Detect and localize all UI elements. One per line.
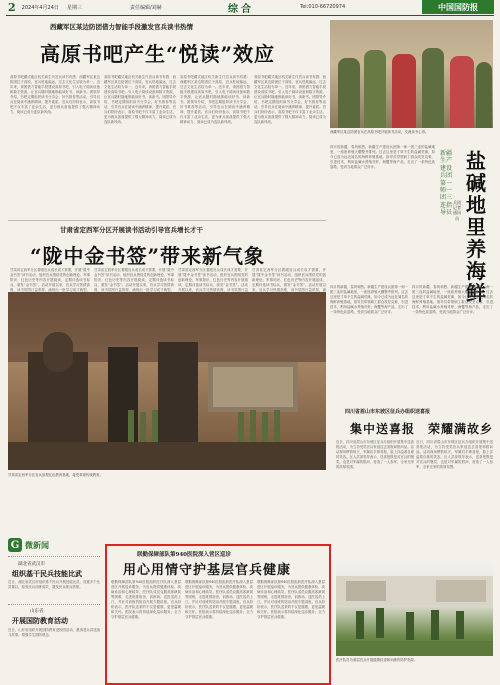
brief-divider [8,604,100,605]
story2-caption: 甘肃省定西军分区官兵参观红色教育基地，接受革命传统教育。 [8,473,103,477]
issue-weekday: 星期三 [66,4,82,11]
contact-tel: Tel:010-66720974 [300,4,346,10]
story1-photo [330,20,493,128]
story3-body-col1: 四月的新疆，春风和煦。新疆生产建设兵团第一师一团三连的盐碱地里，一座座养殖大棚整齐排列。过去这里是寸草不生的盐碱荒滩，如今已成为远近闻名的海鲜养殖基地。指导员带领职工群众攻坚克难，引进技术，利用盐碱水养殖对虾、海蟹等海产品，走出了一条特色致富路，受到当地群众广泛好评。 [330,145,435,169]
story1-body-col4: 高原书吧藏式地区机关新生代官兵读书有感：西藏军区某边防团位于高原，官兵驻地偏远，过去文化生活较为单一。近年来，该团借力智能手段建设高原书吧，引入电子阅读设备和数字资源，让官兵随时随地都能读好书、读新书。团领导介绍，书吧定期组织读书分享会、好书推荐等活动，引导官兵在阅读中涵养精神、提升素质。官兵们纷纷表示，高原书吧不仅丰富了业余生活，更为练兵备战提供了强大精神动力，阅读已成为连队新风尚。 [254,75,326,124]
story5-body-col3: 联勤保障部队第940医院组织医疗队深入基层营区开展巡诊服务，为官兵提供健康体检、疾病诊治和心理疏导。医疗队成员克服高寒缺氧等困难，走进班排宿舍、训练场，送医送药上门，并针对训练伤防治开展专题讲座。官兵纷纷表示，医疗队送来的不仅是健康，更是温暖和关怀。医院表示将持续深化巡诊服务，全力守护基层官兵健康。 [257,580,325,619]
brief2-kicker: 山东省 [30,609,44,614]
header-rule [6,15,494,16]
story2-body-col2: 甘肃省定西军分区着眼官兵成长成才需要，开展“陇中金书签”读书活动，组织官兵围绕党的创新理论、军事知识、红色历史等内容开展阅读，定期评选读书标兵，颁发“金书签”。活动开展以来，官兵学习热情高涨，读书氛围日益浓厚，涌现出一批学习成才典型。 [94,268,174,292]
story3-body-col3: 四月的新疆，春风和煦。新疆生产建设兵团第一师一团三连的盐碱地里，一座座养殖大棚整齐排列。过去这里是寸草不生的盐碱荒滩，如今已成为远近闻名的海鲜养殖基地。指导员带领职工群众攻坚克难，引进技术，利用盐碱水养殖对虾、海蟹等海产品，走出了一条特色致富路，受到当地群众广泛好评。 [412,285,493,314]
story4-headline: 集中送喜报 荣耀满故乡 [350,422,494,436]
weiguancha-logo-mark: G [8,538,22,552]
story3-headline: 盐碱地里养海鲜 [466,149,486,305]
story1-caption: 西藏军区某边防团官兵在高原书吧开展读书活动，交流读书心得。 [330,130,429,134]
story1-headline: 高原书吧产生“悦读”效应 [40,42,276,66]
story4-body-col2: 近日，四川省眉山市东坡区征兵办组织开展集中送喜报活动，为立功受奖官兵家庭送去喜报和慰问品。活动现场锣鼓喧天，军属们手捧喜报，脸上洋溢着自豪的笑容。区人武部领导表示，送喜报既是对官兵的褒奖，也是对军属的慰问，营造了一人参军、全家光荣的浓厚氛围。 [416,440,493,469]
highlighted-article[interactable] [105,544,331,685]
story2-kicker: 甘肃省定西军分区开展读书活动引导官兵增长才干 [60,226,203,234]
story3-body-col2: 四月的新疆，春风和煦。新疆生产建设兵团第一师一团三连的盐碱地里，一座座养殖大棚整齐排列。过去这里是寸草不生的盐碱荒滩，如今已成为远近闻名的海鲜养殖基地。指导员带领职工群众攻坚克难，引进技术，利用盐碱水养殖对虾、海蟹等海产品，走出了一条特色致富路，受到当地群众广泛好评。 [330,285,408,314]
weiguancha-divider [8,556,100,557]
story2-body-col1: 甘肃省定西军分区着眼官兵成长成才需要，开展“陇中金书签”读书活动，组织官兵围绕党的创新理论、军事知识、红色历史等内容开展阅读，定期评选读书标兵，颁发“金书签”。活动开展以来，官兵学习热情高涨，读书氛围日益浓厚，涌现出一批学习成才典型。 [10,268,90,292]
story2-body-col4: 甘肃省定西军分区着眼官兵成长成才需要，开展“陇中金书签”读书活动，组织官兵围绕党的创新理论、军事知识、红色历史等内容开展阅读，定期评选读书标兵，颁发“金书签”。活动开展以来，官兵学习热情高涨，读书氛围日益浓厚，涌 [252,268,326,292]
story1-kicker: 西藏军区某边防团借力智能手段激发官兵读书热情 [50,23,193,31]
story1-body-col2: 高原书吧藏式地区机关新生代官兵读书有感：西藏军区某边防团位于高原，官兵驻地偏远，过去文化生活较为单一。近年来，该团借力智能手段建设高原书吧，引入电子阅读设备和数字资源，让官兵随时随地都能读好书、读新书。团领导介绍，书吧定期组织读书分享会、好书推荐等活动，引导官兵在阅读中涵养精神、提升素质。官兵们纷纷表示，高原书吧不仅丰富了业余生活，更为练兵备战提供了强大精神动力，阅读已成为连队新风尚。 [104,75,176,124]
story5-kicker: 联勤保障部队第940医院深入营区巡诊 [137,552,231,558]
newspaper-masthead: 中国国防报 [422,0,494,14]
story3-subtitle: 新疆生产建设兵团第一师一团三连指导员 [440,150,453,217]
story1-body-col3: 高原书吧藏式地区机关新生代官兵读书有感：西藏军区某边防团位于高原，官兵驻地偏远，过去文化生活较为单一。近年来，该团借力智能手段建设高原书吧，引入电子阅读设备和数字资源，让官兵随时随地都能读好书、读新书。团领导介绍，书吧定期组织读书分享会、好书推荐等活动，引导官兵在阅读中涵养精神、提升素质。官兵们纷纷表示，高原书吧不仅丰富了业余生活，更为练兵备战提供了强大精神动力，阅读已成为连队新风尚。 [180,75,250,124]
weiguancha-title: 微新闻 [25,539,49,550]
story5-photo [336,556,493,656]
story5-headline: 用心用情守护基层官兵健康 [123,563,292,578]
story4-kicker: 四川省眉山市东坡区征兵办组织送喜报 [345,409,431,415]
story2-body-col3: 甘肃省定西军分区着眼官兵成长成才需要，开展“陇中金书签”读书活动，组织官兵围绕党的创新理论、军事知识、红色历史等内容开展阅读，定期评选读书标兵，颁发“金书签”。活动开展以来，官兵学习热情高涨，读书氛围日益 [178,268,248,292]
weiguancha-logo [8,538,49,552]
section-title: 综合 [228,3,254,15]
story5-body-col2: 联勤保障部队第940医院组织医疗队深入基层营区开展巡诊服务，为官兵提供健康体检、疾病诊治和心理疏导。医疗队成员克服高寒缺氧等困难，走进班排宿舍、训练场，送医送药上门，并针对训练伤防治开展专题讲座。官兵纷纷表示，医疗队送来的不仅是健康，更是温暖和关怀。医院表示将持续深化巡诊服务，全力守护基层官兵健康。 [185,580,253,619]
editor: 责任编辑/刘赫 [129,4,162,11]
brief1-body: 近日，湖北省武汉市组织基干民兵开展技能比武，设置多个比武课目，检验民兵训练成效，激发民兵练兵热情。 [8,580,100,589]
story-divider [8,220,326,221]
story1-body-col1: 高原书吧藏式地区机关新生代官兵读书有感：西藏军区某边防团位于高原，官兵驻地偏远，过去文化生活较为单一。近年来，该团借力智能手段建设高原书吧，引入电子阅读设备和数字资源，让官兵随时随地都能读好书、读新书。团领导介绍，书吧定期组织读书分享会、好书推荐等活动，引导官兵在阅读中涵养精神、提升素质。官兵们纷纷表示，高原书吧不仅丰富了业余生活，更为练兵备战提供了强大精神动力，阅读已成为连队新风尚。 [10,75,100,114]
story2-photo [8,292,326,470]
brief1-kicker: 湖北省武汉市 [18,562,45,567]
story5-caption: 医疗队员为基层官兵开展健康检查和训练伤防护指导。 [336,658,418,662]
brief2-body: 近日，山东省组织开展国防教育进校园活动，邀请老兵讲述战斗故事，增强学生国防观念。 [8,628,100,637]
issue-date: 2024年4月24日 [21,4,59,11]
page-number: 2 [8,0,16,14]
museum-scene [8,292,326,470]
story2-headline: “陇中金书签”带来新气象 [30,244,266,268]
story5-body-col1: 联勤保障部队第940医院组织医疗队深入基层营区开展巡诊服务，为官兵提供健康体检、疾病诊治和心理疏导。医疗队成员克服高寒缺氧等困难，走进班排宿舍、训练场，送医送药上门，并针对训练伤防治开展专题讲座。官兵纷纷表示，医疗队送来的不仅是健康，更是温暖和关怀。医院表示将持续深化巡诊服务，全力守护基层官兵健康。 [111,580,181,619]
story4-body-col1: 近日，四川省眉山市东坡区征兵办组织开展集中送喜报活动，为立功受奖官兵家庭送去喜报和慰问品。活动现场锣鼓喧天，军属们手捧喜报，脸上洋溢着自豪的笑容。区人武部领导表示，送喜报既是对官兵的褒奖，也是对军属的慰问，营造了一人参军、全家光荣的浓厚氛围。 [336,440,414,469]
brief2-headline: 开展国防教育活动 [12,616,68,625]
training-scene [336,556,493,656]
story3-byline: 兵团记者 通讯员 [453,200,461,221]
brief1-headline: 组织基干民兵技能比武 [12,569,82,578]
